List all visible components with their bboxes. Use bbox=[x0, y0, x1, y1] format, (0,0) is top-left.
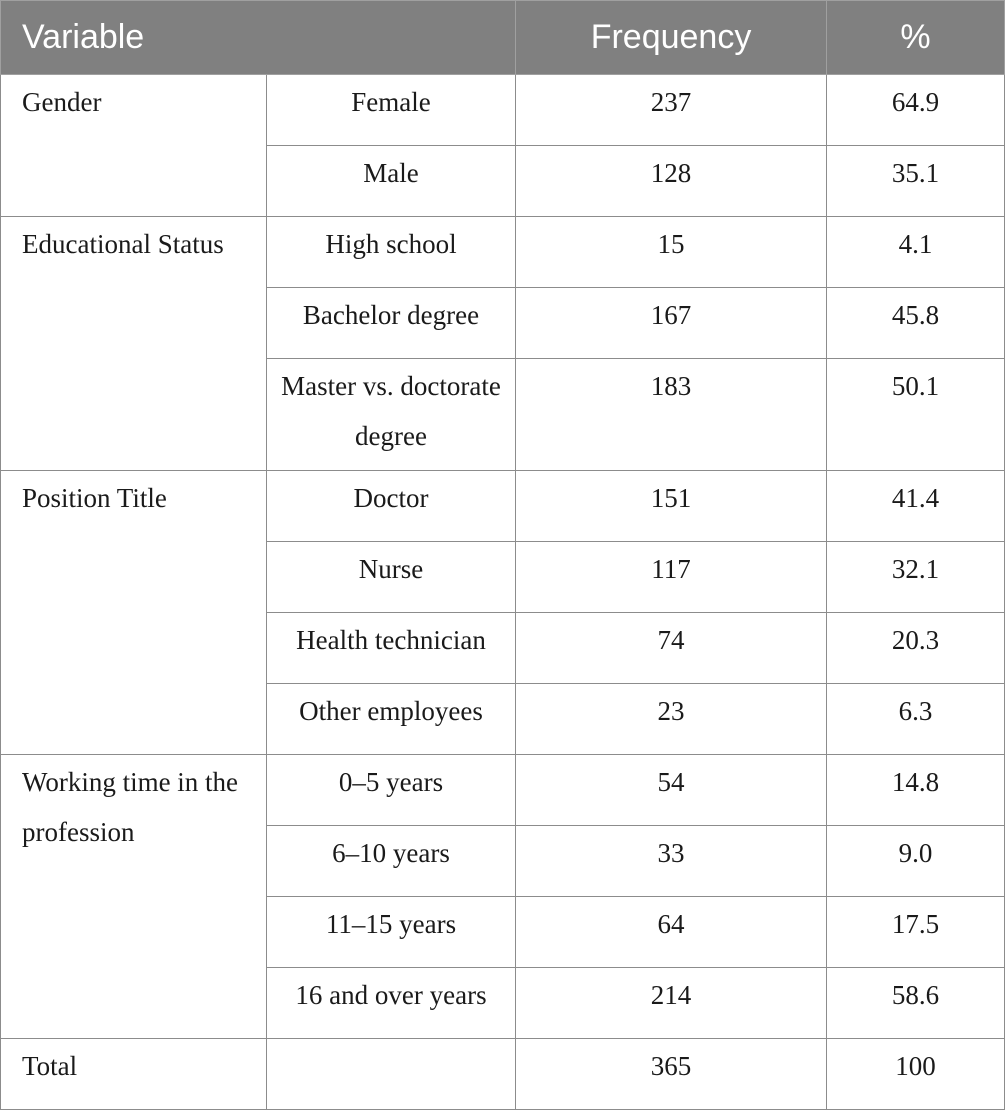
frequency-cell: 151 bbox=[516, 471, 827, 542]
header-frequency: Frequency bbox=[516, 1, 827, 75]
variable-gender: Gender bbox=[1, 75, 267, 217]
percent-cell: 4.1 bbox=[827, 217, 1005, 288]
category-cell: Female bbox=[267, 75, 516, 146]
frequency-cell: 117 bbox=[516, 542, 827, 613]
category-cell: High school bbox=[267, 217, 516, 288]
percent-cell: 45.8 bbox=[827, 288, 1005, 359]
total-category-cell bbox=[267, 1039, 516, 1110]
frequency-cell: 64 bbox=[516, 897, 827, 968]
category-cell: Other employees bbox=[267, 684, 516, 755]
category-cell: Master vs. doctorate degree bbox=[267, 359, 516, 471]
category-cell: Bachelor degree bbox=[267, 288, 516, 359]
category-cell: Male bbox=[267, 146, 516, 217]
frequency-cell: 128 bbox=[516, 146, 827, 217]
frequency-cell: 183 bbox=[516, 359, 827, 471]
frequency-cell: 167 bbox=[516, 288, 827, 359]
frequency-cell: 54 bbox=[516, 755, 827, 826]
total-percent: 100 bbox=[827, 1039, 1005, 1110]
percent-cell: 64.9 bbox=[827, 75, 1005, 146]
percent-cell: 17.5 bbox=[827, 897, 1005, 968]
table-row bbox=[1, 75, 1005, 146]
percent-cell: 32.1 bbox=[827, 542, 1005, 613]
category-cell: 11–15 years bbox=[267, 897, 516, 968]
variable-position-title: Position Title bbox=[1, 471, 267, 755]
category-cell: Doctor bbox=[267, 471, 516, 542]
percent-cell: 50.1 bbox=[827, 359, 1005, 471]
variable-educational-status: Educational Status bbox=[1, 217, 267, 471]
frequency-cell: 237 bbox=[516, 75, 827, 146]
percent-cell: 20.3 bbox=[827, 613, 1005, 684]
variable-working-time: Working time in the profession bbox=[1, 755, 267, 1039]
percent-cell: 14.8 bbox=[827, 755, 1005, 826]
category-cell: 6–10 years bbox=[267, 826, 516, 897]
frequency-cell: 23 bbox=[516, 684, 827, 755]
header-row bbox=[1, 1, 1005, 75]
percent-cell: 35.1 bbox=[827, 146, 1005, 217]
total-label: Total bbox=[1, 1039, 267, 1110]
percent-cell: 6.3 bbox=[827, 684, 1005, 755]
category-cell: 16 and over years bbox=[267, 968, 516, 1039]
total-frequency: 365 bbox=[516, 1039, 827, 1110]
total-row bbox=[1, 1039, 1005, 1110]
category-cell: Health technician bbox=[267, 613, 516, 684]
table-row bbox=[1, 755, 1005, 826]
category-cell: 0–5 years bbox=[267, 755, 516, 826]
percent-cell: 58.6 bbox=[827, 968, 1005, 1039]
frequency-cell: 74 bbox=[516, 613, 827, 684]
frequency-cell: 214 bbox=[516, 968, 827, 1039]
frequency-cell: 15 bbox=[516, 217, 827, 288]
category-cell: Nurse bbox=[267, 542, 516, 613]
table-row bbox=[1, 217, 1005, 288]
header-percent: % bbox=[827, 1, 1005, 75]
table-row bbox=[1, 471, 1005, 542]
frequency-cell: 33 bbox=[516, 826, 827, 897]
percent-cell: 9.0 bbox=[827, 826, 1005, 897]
header-variable: Variable bbox=[1, 1, 516, 75]
percent-cell: 41.4 bbox=[827, 471, 1005, 542]
